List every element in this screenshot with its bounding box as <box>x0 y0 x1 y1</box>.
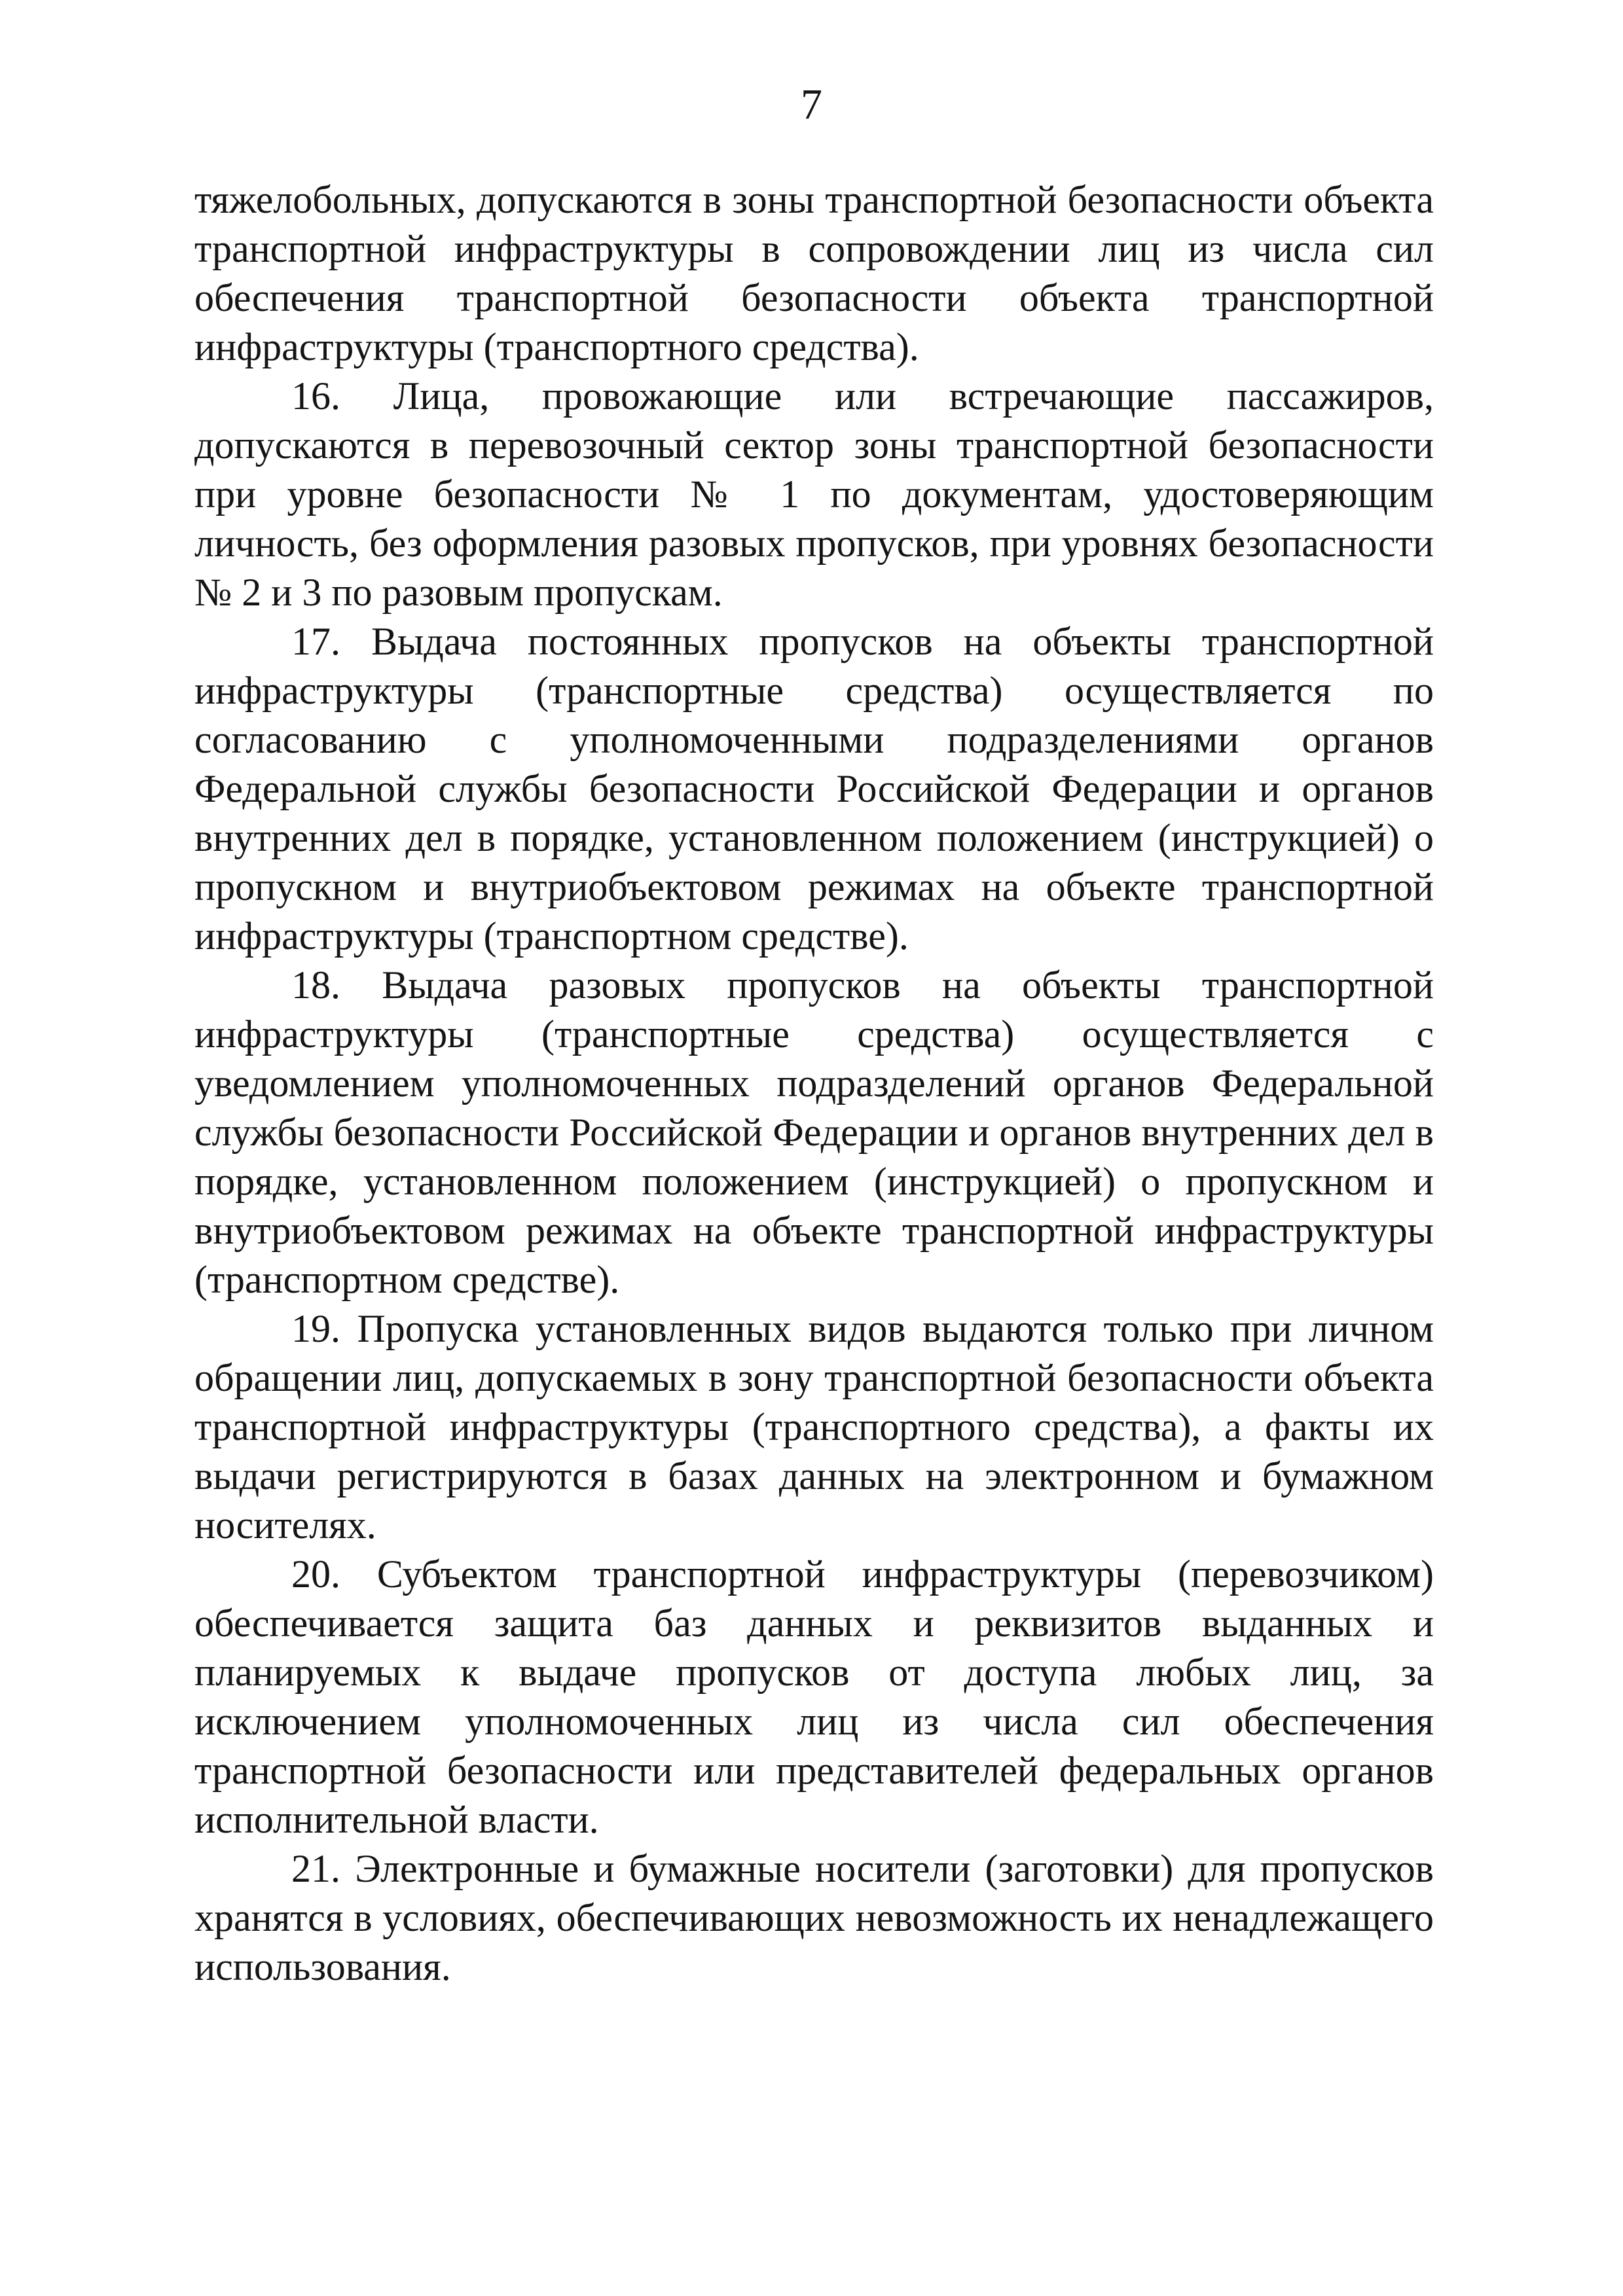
paragraph-item-16: 16. Лица, провожающие или встречающие пассажиров, допускаются в перевозочный сектор зоны транспортной безопасности при уровне безопасности № 1 по документам, удостоверяющим личность, без оформления разовых пропусков, при уровнях безопасности № 2 и 3 по разовым пропускам. <box>194 374 1434 614</box>
page-number: 7 <box>801 81 822 128</box>
paragraph-item-21: 21. Электронные и бумажные носители (заготовки) для пропусков хранятся в условиях, обеспечивающих невозможность их ненадлежащего использования. <box>194 1847 1434 1988</box>
document-body <box>194 175 1434 1992</box>
paragraph-item-19: 19. Пропуска установленных видов выдаются только при личном обращении лиц, допускаемых в зону транспортной безопасности объекта транспортной инфраструктуры (транспортного средства), а факты их выдачи регистрируются в базах данных на электронном и бумажном носителях. <box>194 1307 1434 1547</box>
paragraph-item-18: 18. Выдача разовых пропусков на объекты транспортной инфраструктуры (транспортные средства) осуществляется с уведомлением уполномоченных подразделений органов Федеральной службы безопасности Российской Федерации и органов внутренних дел в порядке, установленном положением (инструкцией) о пропускном и внутриобъектовом режимах на объекте транспортной инфраструктуры (транспортном средстве). <box>194 963 1434 1301</box>
paragraph-item-20: 20. Субъектом транспортной инфраструктуры (перевозчиком) обеспечивается защита баз данных и реквизитов выданных и планируемых к выдаче пропусков от доступа любых лиц, за исключением уполномоченных лиц из числа сил обеспечения транспортной безопасности или представителей федеральных органов исполнительной власти. <box>194 1552 1434 1841</box>
paragraph-continuation: тяжелобольных, допускаются в зоны транспортной безопасности объекта транспортной инфраструктуры в сопровождении лиц из числа сил обеспечения транспортной безопасности объекта транспортной инфраструктуры (транспортного средства). <box>194 178 1434 368</box>
paragraph-item-17: 17. Выдача постоянных пропусков на объекты транспортной инфраструктуры (транспортные средства) осуществляется по согласованию с уполномоченными подразделениями органов Федеральной службы безопасности Российской Федерации и органов внутренних дел в порядке, установленном положением (инструкцией) о пропускном и внутриобъектовом режимах на объекте транспортной инфраструктуры (транспортном средстве). <box>194 620 1434 958</box>
